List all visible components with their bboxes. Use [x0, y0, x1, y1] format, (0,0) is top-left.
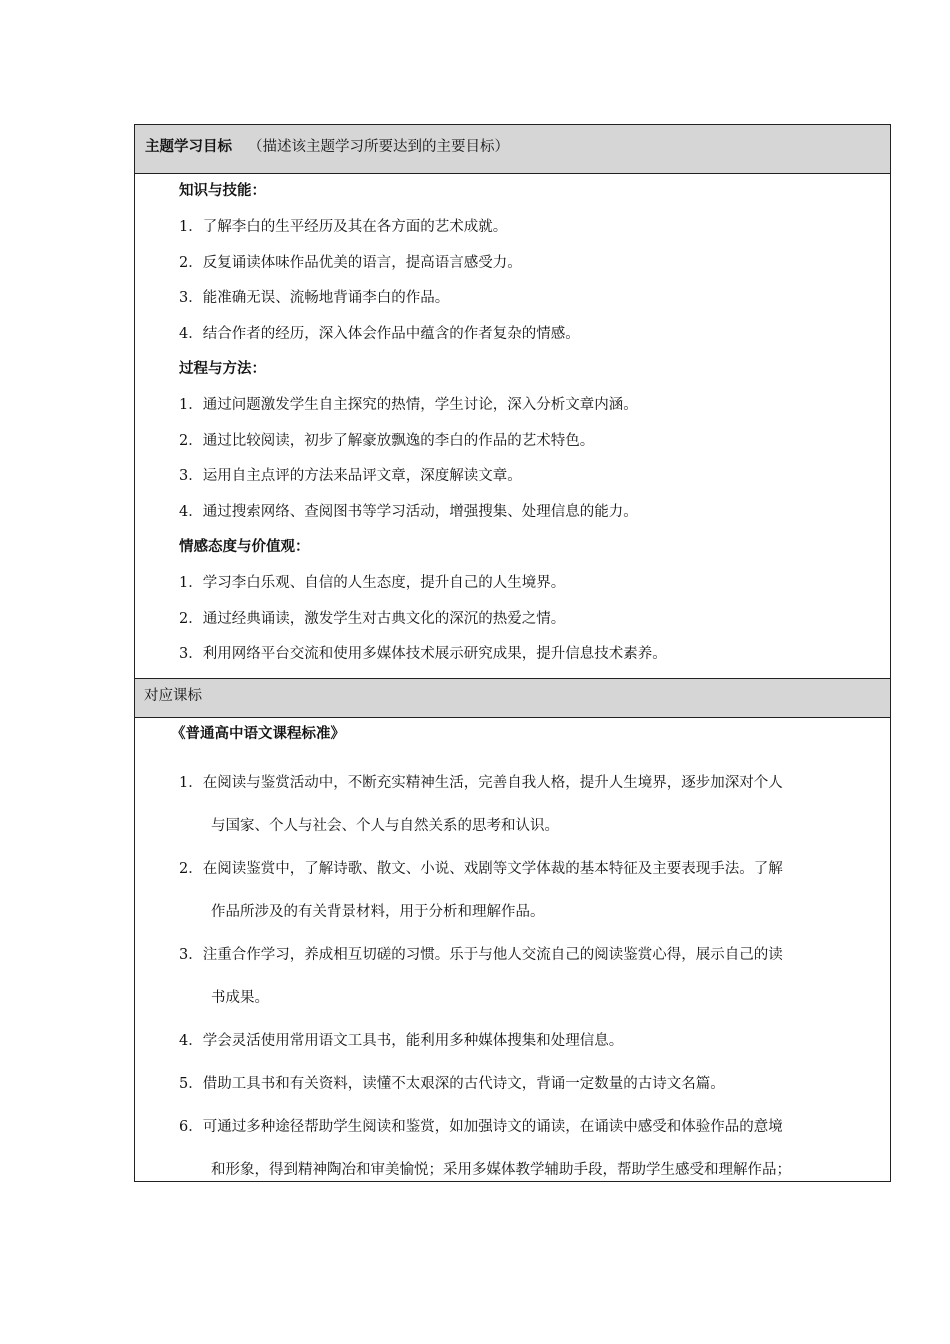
process-item: 2．通过比较阅读，初步了解豪放飘逸的李白的作品的艺术特色。 [179, 432, 595, 449]
standard-book-title: 《普通高中语文课程标准》 [171, 725, 345, 742]
goal-title: 主题学习目标 [145, 138, 232, 155]
emotion-item: 3．利用网络平台交流和使用多媒体技术展示研究成果，提升信息技术素养。 [179, 646, 667, 662]
knowledge-heading: 知识与技能： [179, 182, 266, 199]
standard-item [135, 762, 890, 848]
standard-item [135, 848, 890, 934]
standard-item [135, 1106, 890, 1192]
standard-item-line: 6．可通过多种途径帮助学生阅读和鉴赏，如加强诗文的诵读，在诵读中感受和体验作品的意境 [179, 1119, 783, 1135]
standard-header: 对应课标 [135, 678, 890, 718]
standard-item-line: 2．在阅读鉴赏中，了解诗歌、散文、小说、戏剧等文学体裁的基本特征及主要表现手法。了解 [179, 861, 783, 877]
standard-item-line: 5．借助工具书和有关资料，读懂不太艰深的古代诗文，背诵一定数量的古诗文名篇。 [179, 1076, 725, 1092]
emotion-heading: 情感态度与价值观： [179, 538, 310, 555]
standard-item-line: 1．在阅读与鉴赏活动中，不断充实精神生活，完善自我人格，提升人生境界，逐步加深对个人 [179, 775, 783, 791]
standard-item-line: 3．注重合作学习，养成相互切磋的习惯。乐于与他人交流自己的阅读鉴赏心得，展示自己的读 [179, 947, 783, 963]
process-item: 3．运用自主点评的方法来品评文章，深度解读文章。 [179, 468, 522, 484]
standard-item [135, 1063, 890, 1106]
standard-item-continuation: 书成果。 [211, 990, 269, 1006]
knowledge-item: 3．能准确无误、流畅地背诵李白的作品。 [179, 290, 450, 306]
emotion-item: 2．通过经典诵读，激发学生对古典文化的深沉的热爱之情。 [179, 610, 566, 627]
standard-item-continuation: 作品所涉及的有关背景材料，用于分析和理解作品。 [211, 904, 545, 920]
knowledge-item: 4．结合作者的经历，深入体会作品中蕴含的作者复杂的情感。 [179, 325, 580, 342]
standard-item-continuation: 与国家、个人与社会、个人与自然关系的思考和认识。 [211, 818, 559, 834]
standard-item-continuation: 和形象，得到精神陶冶和审美愉悦；采用多媒体教学辅助手段，帮助学生感受和理解作品； [211, 1162, 791, 1178]
goal-content [135, 174, 890, 678]
knowledge-item: 2．反复诵读体味作品优美的语言，提高语言感受力。 [179, 254, 522, 271]
document-table [134, 124, 891, 1182]
process-heading: 过程与方法： [179, 360, 266, 377]
standard-content [135, 718, 890, 1182]
goal-header [135, 124, 890, 174]
standard-item [135, 1020, 890, 1063]
emotion-item: 1．学习李白乐观、自信的人生态度，提升自己的人生境界。 [179, 575, 566, 591]
standard-item [135, 934, 890, 1020]
process-item: 1．通过问题激发学生自主探究的热情，学生讨论，深入分析文章内涵。 [179, 397, 638, 413]
goal-description: （描述该主题学习所要达到的主要目标） [248, 139, 509, 155]
standard-item-line: 4．学会灵活使用常用语文工具书，能利用多种媒体搜集和处理信息。 [179, 1033, 624, 1049]
knowledge-item: 1．了解李白的生平经历及其在各方面的艺术成就。 [179, 219, 508, 235]
process-item: 4．通过搜索网络、查阅图书等学习活动，增强搜集、处理信息的能力。 [179, 503, 638, 520]
